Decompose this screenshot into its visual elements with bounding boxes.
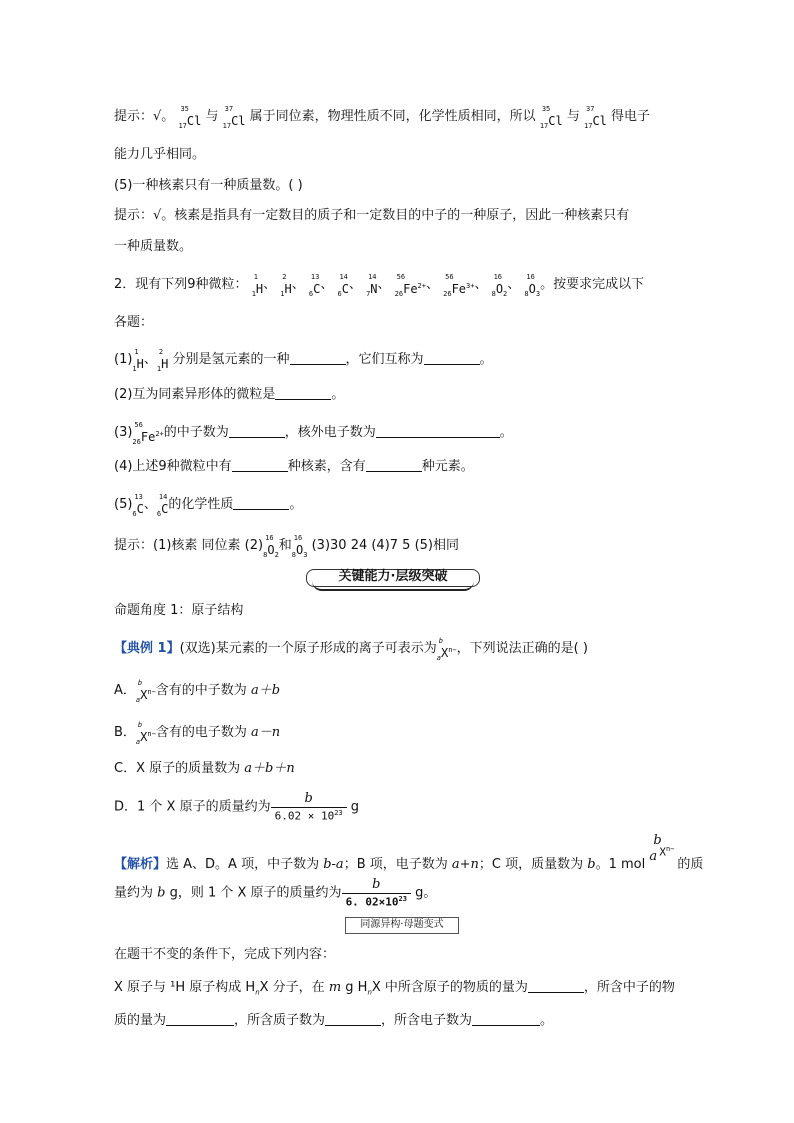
formula: m bbox=[328, 980, 342, 995]
ion-symbol-large: b a $X^{n-}$ bbox=[649, 833, 675, 864]
isotope-cl37: 37 $_{17}$Cl bbox=[222, 105, 246, 130]
variant-l2: X 原子与 ¹H 原子构成 $H_nX$ 分子，在 m g $H_nX$ 中所含原子的物质的量为 ，所含中子的物 bbox=[114, 980, 675, 997]
text: 。 bbox=[479, 352, 493, 367]
text: ，它们互称为 bbox=[345, 352, 424, 367]
text: 2．现有下列9种微粒： bbox=[114, 277, 248, 292]
formula: b bbox=[157, 885, 166, 901]
unit: g bbox=[346, 799, 360, 815]
answer-blank[interactable] bbox=[325, 1013, 381, 1026]
text: 。按要求完成以下 bbox=[540, 277, 645, 292]
text: (3)30 24 (4)7 5 (5)相同 bbox=[307, 538, 460, 553]
particle-c13: 13 $_6$C bbox=[308, 273, 321, 298]
answer-q2 bbox=[114, 535, 459, 559]
formula: a－n bbox=[250, 725, 281, 740]
particle-c14: 14 $_6$C bbox=[337, 273, 349, 298]
particle-n14: 14 $_7$N bbox=[366, 273, 378, 298]
q2-part3 bbox=[114, 422, 513, 446]
text: 。1 mol bbox=[595, 857, 650, 872]
ion-symbol: b $_aX^{n-}$ bbox=[135, 721, 156, 746]
variant-l3 bbox=[114, 1012, 553, 1030]
formula: b bbox=[587, 857, 596, 872]
particle-fe2: 56 $_{26}Fe^{2+}$ bbox=[132, 421, 164, 446]
text: 的中子数为 bbox=[163, 425, 229, 440]
option-label: B． bbox=[114, 725, 136, 740]
text: 分别是氢元素的一种 bbox=[172, 352, 290, 367]
text: 种元素。 bbox=[421, 459, 474, 474]
particle-h2: 2 $_1$H bbox=[156, 348, 169, 373]
denominator bbox=[342, 893, 411, 908]
particle-h1: 1 $_1$H bbox=[251, 273, 264, 298]
text: (1) bbox=[114, 352, 133, 367]
text: ，下列说法正确的是( ) bbox=[456, 641, 588, 656]
numerator: b bbox=[372, 877, 381, 892]
hint-q5-l1: 提示：√。核素是指具有一定数目的质子和一定数目的中子的一种原子，因此一种核素只有 bbox=[114, 208, 630, 223]
particle-o3: 16 $_8O_3$ bbox=[291, 534, 308, 559]
ion-symbol: b $_aX^{n-}$ bbox=[135, 679, 156, 704]
analysis-l2 bbox=[114, 878, 436, 908]
formula: a+n bbox=[451, 857, 479, 872]
text: X 分子，在 bbox=[259, 980, 329, 995]
text: 提示：(1)核素 同位素 (2) bbox=[114, 538, 264, 553]
answer-blank[interactable] bbox=[366, 459, 422, 472]
text: (双选)某元素的一个原子形成的离子可表示为 bbox=[179, 641, 437, 656]
fraction bbox=[271, 792, 347, 822]
text: 含有的中子数为 bbox=[155, 683, 247, 698]
unit: g。 bbox=[410, 885, 437, 901]
isotope-cl37: 37 $_{17}$Cl bbox=[584, 105, 607, 130]
text: g H bbox=[341, 980, 368, 995]
answer-blank[interactable] bbox=[376, 425, 500, 438]
text: g，则 1 个 X 原子的质量约为 bbox=[165, 885, 342, 901]
text: ，所含中子的物 bbox=[583, 980, 675, 995]
q2-part4 bbox=[114, 458, 474, 476]
answer-blank[interactable] bbox=[424, 352, 480, 365]
formula: b-a bbox=[323, 857, 344, 872]
text: 属于同位素，物理性质不同，化学性质相同，所以 bbox=[249, 109, 536, 124]
answer-blank[interactable] bbox=[275, 387, 331, 400]
option-label: A． bbox=[114, 683, 136, 698]
particle-o3: 16 $_8O_3$ bbox=[524, 273, 541, 298]
text: 与 bbox=[566, 109, 580, 124]
text: 得电子 bbox=[611, 109, 651, 124]
analysis-tag: 【解析】 bbox=[114, 857, 167, 872]
answer-blank[interactable] bbox=[233, 497, 289, 510]
answer-blank[interactable] bbox=[290, 352, 346, 365]
text: 。 bbox=[540, 1013, 554, 1028]
sub-banner: 同源异构·母题变式 bbox=[345, 917, 459, 934]
example-1 bbox=[114, 638, 588, 662]
particle-c13: 13 $_6$C bbox=[132, 493, 144, 518]
angle-heading: 命题角度 1：原子结构 bbox=[114, 603, 244, 618]
particle-o2: 16 $_8O_2$ bbox=[491, 273, 508, 298]
text: 。 bbox=[289, 497, 303, 512]
answer-blank[interactable] bbox=[229, 425, 285, 438]
text: ，所含质子数为 bbox=[234, 1013, 326, 1028]
analysis-l1 bbox=[114, 833, 704, 874]
particle-c14: 14 $_6$C bbox=[156, 493, 169, 518]
text: 含有的电子数为 bbox=[155, 725, 247, 740]
text: 量约为 bbox=[114, 885, 158, 901]
text: ，所含电子数为 bbox=[381, 1013, 473, 1028]
q2-part5: (5) 13 $_6$C、 14 $_6$C的化学性质 。 bbox=[114, 493, 303, 518]
hint-cl-line bbox=[114, 106, 650, 130]
text: 选 A、D。A 项，中子数为 bbox=[166, 857, 324, 872]
text: 。 bbox=[499, 425, 513, 440]
q2-intro-cont: 各题： bbox=[114, 315, 154, 330]
denominator bbox=[271, 807, 347, 822]
text: 6.02 × 10 bbox=[274, 809, 335, 823]
text: ，核外电子数为 bbox=[284, 425, 376, 440]
text: ；B 项，电子数为 bbox=[343, 857, 452, 872]
ion-symbol: b $_aX^{n-}$ bbox=[436, 637, 457, 662]
q2-part2 bbox=[114, 386, 344, 404]
question-5: (5)一种核素只有一种质量数。( ) bbox=[114, 178, 303, 193]
text: X 中所含原子的物质的量为 bbox=[371, 980, 528, 995]
variant-l1: 在题干不变的条件下，完成下列内容： bbox=[114, 947, 336, 962]
section-banner-label: 关键能力·层级突破 bbox=[338, 569, 448, 584]
text: 与 bbox=[205, 109, 219, 124]
formula: a＋b bbox=[250, 683, 281, 698]
isotope-cl35: 35 $_{17}$Cl bbox=[539, 105, 563, 130]
text: (5) bbox=[114, 497, 133, 512]
q2-intro: 2．现有下列9种微粒： 1 $_1$H、 2 $_1$H、 13 $_6$C、 14 $_6$C、 14 $_7$N、 56 $_{26}Fe^{2+}$、 56 $_{26}Fe^{3+}$、 16 $_8O_2$、 16 $_8O_3$。按要求完成以下 bbox=[114, 273, 645, 298]
isotope-cl35: 35 $_{17}$Cl bbox=[178, 105, 202, 130]
hint-cl-cont: 能力几乎相同。 bbox=[114, 147, 206, 162]
option-a bbox=[114, 680, 280, 704]
option-b bbox=[114, 722, 280, 746]
text: D．1 个 X 原子的质量约为 bbox=[114, 799, 271, 815]
option-c bbox=[114, 760, 295, 778]
exponent: 23 bbox=[398, 895, 407, 903]
text: ；C 项，质量数为 bbox=[478, 857, 588, 872]
q2-part1: (1) 1 $_1$H、 2 $_1$H 分别是氢元素的一种 ，它们互称为 。 bbox=[114, 348, 493, 373]
text: (3) bbox=[114, 425, 133, 440]
section-banner bbox=[312, 567, 474, 591]
text: C．X 原子的质量数为 bbox=[114, 761, 241, 776]
answer-blank[interactable] bbox=[166, 1013, 234, 1026]
text: 的质 bbox=[677, 857, 704, 872]
fraction bbox=[342, 878, 411, 908]
text: 。 bbox=[331, 387, 345, 402]
text: 质的量为 bbox=[114, 1013, 167, 1028]
answer-blank[interactable] bbox=[528, 980, 584, 993]
text: (2)互为同素异形体的微粒是 bbox=[114, 387, 276, 402]
particle-h1: 1 $_1$H bbox=[132, 348, 144, 373]
text: 和 bbox=[278, 538, 292, 553]
answer-blank[interactable] bbox=[232, 459, 288, 472]
numerator: b bbox=[304, 791, 313, 806]
particle-fe2: 56 $_{26}Fe^{2+}$ bbox=[394, 273, 426, 298]
text: X 原子与 ¹H 原子构成 H bbox=[114, 980, 256, 995]
exponent: 23 bbox=[334, 809, 343, 817]
option-d bbox=[114, 792, 359, 822]
text: 的化学性质 bbox=[168, 497, 234, 512]
hint-q5-l2: 一种质量数。 bbox=[114, 239, 193, 254]
particle-fe3: 56 $_{26}Fe^{3+}$ bbox=[443, 273, 475, 298]
text: 种核素，含有 bbox=[287, 459, 366, 474]
answer-blank[interactable] bbox=[472, 1013, 540, 1026]
example-tag: 【典例 1】 bbox=[114, 641, 180, 656]
particle-o2: 16 $_8O_2$ bbox=[263, 534, 279, 559]
formula: a＋b＋n bbox=[244, 761, 295, 776]
hint-label: 提示：√。 bbox=[114, 109, 175, 124]
text: 6. 02×10 bbox=[345, 895, 399, 909]
particle-h2: 2 $_1$H bbox=[280, 273, 292, 298]
text: (4)上述9种微粒中有 bbox=[114, 459, 232, 474]
